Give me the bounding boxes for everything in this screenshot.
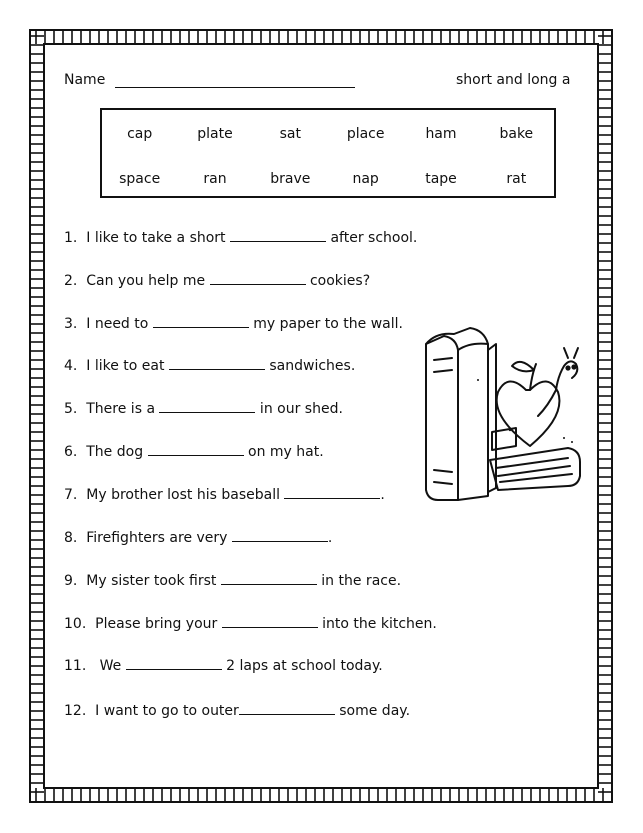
sentence-11 bbox=[64, 657, 383, 675]
answer-blank[interactable] bbox=[284, 486, 380, 499]
sentence-text: . bbox=[380, 487, 385, 503]
sentence-text: 3. I need to bbox=[64, 316, 153, 332]
answer-blank[interactable] bbox=[126, 657, 222, 670]
sentence-text: 6. The dog bbox=[64, 444, 148, 460]
sentence-text: 2 laps at school today. bbox=[221, 658, 383, 674]
word-bank-word: cap bbox=[127, 126, 153, 142]
sentence-3 bbox=[64, 315, 403, 333]
answer-blank[interactable] bbox=[230, 229, 326, 242]
books-apple-worm-clipart bbox=[418, 320, 588, 510]
sentence-text: 1. I like to take a short bbox=[64, 230, 230, 246]
answer-blank[interactable] bbox=[148, 443, 244, 456]
word-bank-word: place bbox=[346, 126, 385, 142]
sentence-text: 9. My sister took first bbox=[64, 573, 221, 589]
word-bank-word: sat bbox=[279, 126, 302, 142]
word-bank-word: bake bbox=[499, 126, 534, 142]
sentence-text: after school. bbox=[326, 230, 418, 246]
word-bank-word: nap bbox=[352, 171, 379, 187]
word-bank bbox=[100, 108, 556, 198]
sentence-text: 2. Can you help me bbox=[64, 273, 210, 289]
answer-blank[interactable] bbox=[222, 615, 318, 628]
sentence-text: in our shed. bbox=[255, 401, 343, 417]
sentence-1 bbox=[64, 229, 417, 247]
word-bank-row-1 bbox=[102, 126, 554, 142]
worksheet-title: short and long a bbox=[456, 72, 571, 88]
sentence-text: 12. I want to go to outer bbox=[64, 703, 239, 719]
sentence-text: some day. bbox=[334, 703, 411, 719]
sentence-9 bbox=[64, 572, 401, 590]
word-bank-word: brave bbox=[270, 171, 311, 187]
sentence-text: 11. We bbox=[64, 658, 126, 674]
word-bank-word: tape bbox=[425, 171, 457, 187]
sentence-text: cookies? bbox=[305, 273, 371, 289]
book-spine bbox=[426, 336, 458, 500]
name-label: Name bbox=[64, 72, 106, 88]
sentence-text: my paper to the wall. bbox=[248, 316, 403, 332]
apple-icon bbox=[497, 381, 560, 446]
word-bank-row-2 bbox=[102, 171, 554, 187]
sentence-6 bbox=[64, 443, 324, 461]
sentence-text: 8. Firefighters are very bbox=[64, 530, 232, 546]
sentence-8 bbox=[64, 529, 332, 547]
answer-blank[interactable] bbox=[239, 702, 335, 715]
sentence-text: in the race. bbox=[316, 573, 402, 589]
sentence-text: 4. I like to eat bbox=[64, 358, 169, 374]
answer-blank[interactable] bbox=[221, 572, 317, 585]
sentence-text: . bbox=[327, 530, 333, 546]
answer-blank[interactable] bbox=[169, 357, 265, 370]
sentence-7 bbox=[64, 486, 385, 504]
sentence-4 bbox=[64, 357, 355, 375]
answer-blank[interactable] bbox=[153, 315, 249, 328]
sentence-text: 5. There is a bbox=[64, 401, 160, 417]
sentence-text: 7. My brother lost his baseball bbox=[64, 487, 285, 503]
sentence-text: 10. Please bring your bbox=[64, 616, 222, 632]
sentence-5 bbox=[64, 400, 343, 418]
name-line[interactable] bbox=[115, 87, 355, 88]
word-bank-word: ham bbox=[425, 126, 457, 142]
sentence-text: sandwiches. bbox=[264, 358, 356, 374]
word-bank-word: space bbox=[119, 171, 161, 187]
sentence-2 bbox=[64, 272, 370, 290]
answer-blank[interactable] bbox=[159, 400, 255, 413]
word-bank-word: rat bbox=[506, 171, 527, 187]
word-bank-word: ran bbox=[203, 171, 227, 187]
answer-blank[interactable] bbox=[232, 529, 328, 542]
sentence-text: into the kitchen. bbox=[317, 616, 437, 632]
answer-blank[interactable] bbox=[210, 272, 306, 285]
sentence-text: on my hat. bbox=[243, 444, 324, 460]
sentence-12 bbox=[64, 702, 410, 720]
sentence-10 bbox=[64, 615, 437, 633]
word-bank-word: plate bbox=[197, 126, 233, 142]
